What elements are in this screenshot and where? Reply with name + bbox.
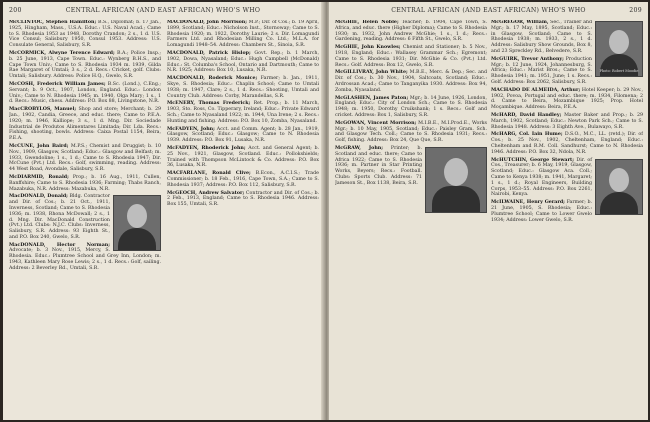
left-page-number: 200 bbox=[9, 7, 22, 14]
book-spread bbox=[3, 2, 648, 420]
entry-text: Acct. and Comm. Agent; b. 28 Jan., 1919, Glasgow, Scotland; Educ.: Glasgow; Came to N. Rhodesia 1939. Address: P.O. Box 91, Lusaka, N.R. bbox=[167, 126, 319, 144]
entry-text: Shop and store; Merchant; b. 29 Jan., 1902, Candia, Greece, and educ. there; Came to P.E.A. 1920; m. 1946, Kalliope; 3 s., 1 d. Mng. Dir. Sociedade Industrial de Produtos Alimentares Limitada; Dir. Lda. Recs.: Fishing, shooting, bowls. Address: Caixa Postal 1154, Beira, P.E.A. bbox=[9, 107, 161, 142]
entry-text: Ret. Prop.; b. 11 March, 1903, Sto. Ross, Co. Tipperary, Ireland; Educ.: Private Edward Sch.; Came to Nyasaland 1922; m. 1944, Una Irene; 2 s. Recs.: Hunting and fishing. Address: P.O. Box 10, Zomba, Nyasaland. bbox=[167, 101, 319, 124]
entry-text: Mgr.; b. 14 June, 1926, London, England; Educ.: City of London Sch.; Came to S. Rhodesia 1948; m. 1950, Dorothy Cruikshank; 1 s. Recs.: Golf and cricket. Address: Box 1, Salisbury, S.R. bbox=[335, 95, 487, 118]
left-column-1 bbox=[9, 20, 161, 416]
entry bbox=[167, 20, 319, 49]
entry-name: McCLINTOC, Stephen Hamilton; bbox=[9, 20, 97, 25]
entry-name: McGEOCH, Andrew Salvator; bbox=[167, 190, 245, 196]
entry-text: Contractor and Dir. of Cos.; b. 2 Feb., 1913, England; Came to S. Rhodesia 1946. Address: Box 155, Umtali, S.R. bbox=[167, 190, 319, 208]
entry-name: McHARD, David Handley; bbox=[491, 112, 562, 118]
entry-text: Chemist and Stationer; b. 5 Nov., 1918, England; Educ.: Wallasey Grammar Sch.; Egremont; Came to S. Rhodesia 1931; Dir. McGhie & Co. (Pvt.) Ltd. Recs.: Golf. Address: Box 12, Gwelo, S.R. bbox=[335, 45, 487, 68]
entry-text: B.S., Diplomat; b. 17 Jan., 1925, Hingham, Mass., U.S.A. Educ.: U.S. Naval Acad.; Came to S. Rhodesia 1953 as 1948, Dorothy Crandon; 2 s., 1 d. U.S. Vice Consul; Salisbury 1950, Consul 1953. Address: U.S. Consulate General, Salisbury, S.R. bbox=[9, 20, 161, 49]
entry-name: McGREGOR, William, bbox=[491, 20, 549, 25]
entry-text: Farmer; b. 21 June, 1905, S. Rhodesia; Educ.: Plumtree School; Came to Lower Gwelo 1934; Address: Lower Gwelo, S.R. bbox=[491, 200, 592, 223]
entry-name: McGLASHEN, James Paton; bbox=[335, 95, 409, 101]
right-running-head: CENTRAL AFRICAN (AND EAST AFRICAN) WHO'S WHO bbox=[391, 7, 586, 14]
entry bbox=[167, 171, 319, 188]
entry-text: Acct. and General Agent; b. 25 Nov., 1921, Glasgow, Scotland. Educ.: Pollokshields; Trained with Thompson McLintock & Co. Address: P.O. Box 36, Lusaka, N.R. bbox=[167, 145, 319, 169]
entry bbox=[9, 107, 161, 142]
entry-name: McGOWAN, Vincent Morrison; bbox=[335, 120, 417, 126]
portrait-photo bbox=[595, 21, 643, 77]
entry-text: Bldg. Contractor and Dir. of Cos.; b. 21 Oct., 1911, Inverness, Scotland; Came to S. Rhodesia 1936; m. 1938, Rhona McDowall; 2 s., 1 d. Mng. Dir. MacDonald Construction (Pvt.) Ltd. Clubs: N.J.C. Clubs: Inverness, Salisbury, S.R. Address: 93 Eighth St., and P.O. Box 240, Gwelo, S.R. bbox=[9, 194, 110, 240]
entry bbox=[335, 96, 487, 119]
left-column-2 bbox=[167, 20, 319, 416]
entry bbox=[167, 191, 319, 208]
entry bbox=[491, 158, 643, 199]
entry-text: Advocate; b. 3 Nov., 1915, Mercy, S. Rhodesia. Educ.: Plumtree School and Grey Inn, London; m. 1943, Kathleen Mary Rose Lewis; 2 s., 1 d. Recs.: Golf, sailing. Address: 2 Beverley Rd., Umtali, S.R. bbox=[9, 248, 161, 271]
entry-name: McFADYEN, Rhoderick John; bbox=[167, 145, 246, 151]
entry bbox=[491, 113, 643, 130]
entry bbox=[167, 51, 319, 74]
entry-name: MACDONALD, Patrick Hislop; bbox=[167, 50, 251, 56]
entry bbox=[167, 146, 319, 169]
entry-text: Govt. Rep.; b. 1 March, 1902, Dowa, Nyasaland; Educ.: Hugh Campbell (McDonald) Educ.: St. Columba's School, Ontario and Dartmouth; Came to N.R. 1925; Address: Box 10, Lusaka, N.R. bbox=[167, 50, 319, 74]
entry-name: McGILLIVRAY, John White; bbox=[335, 70, 408, 76]
left-page bbox=[3, 2, 323, 420]
entry bbox=[9, 144, 161, 173]
entry-text: Sec., Trainer and Mgr.; b. 17 May, 1895, Scotland; Educ.: in Glasgow, Scotland; Came to S. Rhodesia 1938; m. 1933, 2 s., 1 d. Address: Salisbury Show Grounds, Box 8, and 23 Spreckley Rd., Belvedere, S.R. bbox=[491, 20, 592, 54]
entry-name: McHARG, Col. Iain Hume; bbox=[491, 132, 563, 138]
entry bbox=[9, 82, 161, 105]
entry-text: Prop.; b. 16 Aug., 1911, Cullen, Banffshire; Came to S. Rhodesia 1936; Farming; Thabs Ranch, Mazabuka, N.R. Address: Mazabuka, N.R. bbox=[9, 174, 161, 192]
entry-name: McCUNE, John Baird; bbox=[9, 143, 69, 149]
entry-name: MACHADO DE ALMEIDA, Arthur; bbox=[491, 87, 581, 93]
entry-name: McENERY, Thomas Frederick; bbox=[167, 101, 251, 107]
entry bbox=[167, 127, 319, 144]
entry-text: Hotel Keeper; b. 29 Nov., 1902, Povoa, Portugal and educ. there; m. 1934, Filomena; 2 d. Came to Beira, Mozambique 1925; Prop. Hotel Moçambique. Address: Beira, P.E.A. bbox=[491, 87, 643, 111]
right-page-number: 209 bbox=[629, 7, 642, 14]
entry-text: Dir. of Cos., Treasurer; b. 6 May, 1919, Glasgow, Scotland; Educ.: Glasgow Aca. Coll.; Came to Kenya 1938; m. 1941, Margaret; 1 s., 1 d.; Royal Engineers, Building Corps, 1953–55. Address: P.O. Box 2261, Nairobi, Kenya. bbox=[491, 157, 593, 198]
entry bbox=[491, 88, 643, 111]
entry bbox=[335, 20, 487, 43]
entry bbox=[9, 20, 161, 49]
entry-name: McHUTCHIN, George Stewart; bbox=[491, 157, 574, 163]
entry-text: B.Econ., A.C.I.S.; Trade Commissioner; b. 18 Feb., 1916, Cape Town, S.A.; Came to S. Rhodesia 1937; Address: P.O. Box 112, Salisbury, S.R. bbox=[167, 171, 319, 188]
entry-name: MacDONALD, Hector Norman; bbox=[9, 242, 110, 248]
entry-name: McDIARMID, Ronald; bbox=[9, 174, 69, 180]
entry bbox=[167, 101, 319, 124]
portrait-photo bbox=[113, 195, 161, 251]
entry-name: McFADYEN, John; bbox=[167, 126, 215, 132]
entry-name: MACDONALD, John Morrison; bbox=[167, 20, 248, 25]
entry-name: McGHIE, John Knowles; bbox=[335, 45, 401, 51]
entry-text: Farmer; b. Jan., 1911, Skye, S. Rhodesia; Educ.: Chaplin School; Came to Umtali 1938; m. 1947, Clare; 2 s., 1 d. Recs.: Shooting, Umtali and Country Club. Address: Corby, Marandellas, S.R. bbox=[167, 76, 319, 99]
entry-name: MacDONALD, Donald; bbox=[9, 194, 68, 200]
entry-name: McILWAINE, Henry Gerard; bbox=[491, 200, 565, 206]
entry-text: B.Sc. (Lond.), C.Eng.; Servant; b. 9 Oct., 1907, London, England. Educ.: London Univ.; Came to N. Rhodesia 1945; m. 1940, Olga Mary; 1 s., 1 d. Recs.: Music, chess. Address: P.O. Box 88, Livingstone, N.R. bbox=[9, 81, 161, 105]
entry-name: MACFARLANE, Ronald Clive; bbox=[167, 171, 251, 177]
right-page bbox=[329, 2, 648, 420]
entry-name: McGRAW, John; bbox=[335, 145, 383, 151]
right-page-header bbox=[335, 7, 642, 17]
entry-text: M.B.E., Merc. & Dep.; Sec. and Dir. of Cos.; b. 30 Nov., 1904, Saltcoats, Scotland; Educ.: Ardrossan Acad.; Came to Tanganyika 1930. Address: Box 94, Zomba, Nyasaland. bbox=[335, 70, 487, 93]
portrait-photo bbox=[425, 147, 487, 213]
entry-name: McGUIRK, Trevor Anthony; bbox=[491, 56, 564, 62]
entry-name: MACDONALD, Roderick Monice; bbox=[167, 76, 258, 82]
entry-text: Production Mgr.; b. 12 June, 1924, Johannesburg, S. Africa; Educ.: Marist Bros.; Came to S. Rhodesia 1941; m. 1951, June; 1 s. Recs.: Golf. Address: Box 2062, Salisbury, S.R. bbox=[491, 56, 592, 85]
entry-text: Master Baker and Prop.; b. 29 March, 1902, Scotland; Educ.: Newton Park Sch.; Came to S. Rhodesia 1948. Address: 3 Eighth Ave., Bulawayo, S.R. bbox=[491, 112, 643, 130]
entry-text: Teacher; b. 1904, Cape Town, S. Africa, and educ. there (Higher Diploma); Came to S. Rhodesia 1930; m. 1932, John Andrew McGhie; 1 s., 1 d.; Recs.: Gardening, reading. Address: 6 Fifth St., Gwelo, S.R. bbox=[335, 20, 487, 43]
entry-text: M.P.; Dir. of Cos.; b. 19 April, 1899, Scotland; Educ.: Nicholson Inst., Stornoway; Came to S. Rhodesia 1920; m. 1922, Dorothy Laurie; 2 s. Dir. Lomagundi Farmers Ltd. and Rhodesian Milling Co. Ltd.; M.L.A. for Lomagundi 1948–54. Address: Chambers St., Sinoia, S.R. bbox=[167, 20, 319, 49]
entry-name: McCOSH, Frederick William James; bbox=[9, 81, 106, 87]
entry-name: McGHIE, Helen Noble; bbox=[335, 20, 399, 25]
entry-text: M.P.S.; Chemist and Druggist; b. 10 Nov., 1909, Glasgow, Scotland; Educ.: Glasgow and Belfast; m. 1933, Gwendoline; 1 s., 1 d.; Came to S. Rhodesia 1947; Dir. McCune (Pvt.) Ltd. Recs.: Golf, swimming, reading. Address: 44 West Road, Avondale, Salisbury, S.R. bbox=[9, 143, 161, 173]
entry-text: Printer; b. Scotland and educ. there; Came to Africa 1922; Came to S. Rhodesia 1936; m. Partner in Star Printing Works, Beyers; Recs.: Football. Clubs: Sports Club. Address: 71 Jameson St., Box 1138, Beira, S.R. bbox=[335, 145, 422, 186]
photo-caption: Photo: Robert Moodie bbox=[599, 69, 639, 74]
entry-text: M.I.B.E., M.I.Prod.E., Works Mgr.; b. 10 May, 1905, Scotland; Educ.: Paisley Gram. Sch. and Glasgow Tech. Coll.; Came to S. Rhodesia 1931; Recs.: Golf, fishing. Address: Box 24, Que Que, S.R. bbox=[335, 120, 487, 144]
portrait-photo bbox=[595, 159, 643, 215]
entry bbox=[335, 70, 487, 93]
entry-name: MacCROBYLOS, Manuel; bbox=[9, 107, 77, 113]
entry bbox=[9, 51, 161, 80]
entry-text: B.A.; Police Insp.; b. 25 June, 1913, Cape Town. Educ.: Wynberg B.H.S., and Cape Town Univ.; Came to S. Rhodesia 1934 m. 1939, Gilda Rae Margaret of Umtali; 3 s., 2 d. Recs.: Cricket, golf. Clubs: Umtali; Salisbury. Address: Police H.Q., Gwelo, S.R. bbox=[9, 50, 161, 80]
right-column-2 bbox=[491, 20, 643, 416]
entry-text: D.S.O., M.C., LL. (retd.); Dir. of Cos.; b. 25 Nov., 1902, Cheltenham, England; Educ.: Cheltenham and R.M. Coll. Sandhurst; Came to N. Rhodesia 1946. Address: P.O. Box 32, Ndola, N.R. bbox=[491, 132, 643, 155]
entry bbox=[335, 121, 487, 144]
right-column-1 bbox=[335, 20, 487, 416]
entry bbox=[9, 194, 161, 240]
entry bbox=[335, 146, 487, 187]
entry bbox=[491, 132, 643, 155]
entry-name: McCORMICK, Alwyne Terence Edward; bbox=[9, 50, 115, 56]
entry bbox=[167, 76, 319, 99]
entry bbox=[9, 175, 161, 192]
left-page-header bbox=[9, 7, 317, 17]
left-running-head: CENTRAL AFRICAN (AND EAST AFRICAN) WHO'S WHO bbox=[65, 7, 261, 14]
entry bbox=[335, 45, 487, 68]
